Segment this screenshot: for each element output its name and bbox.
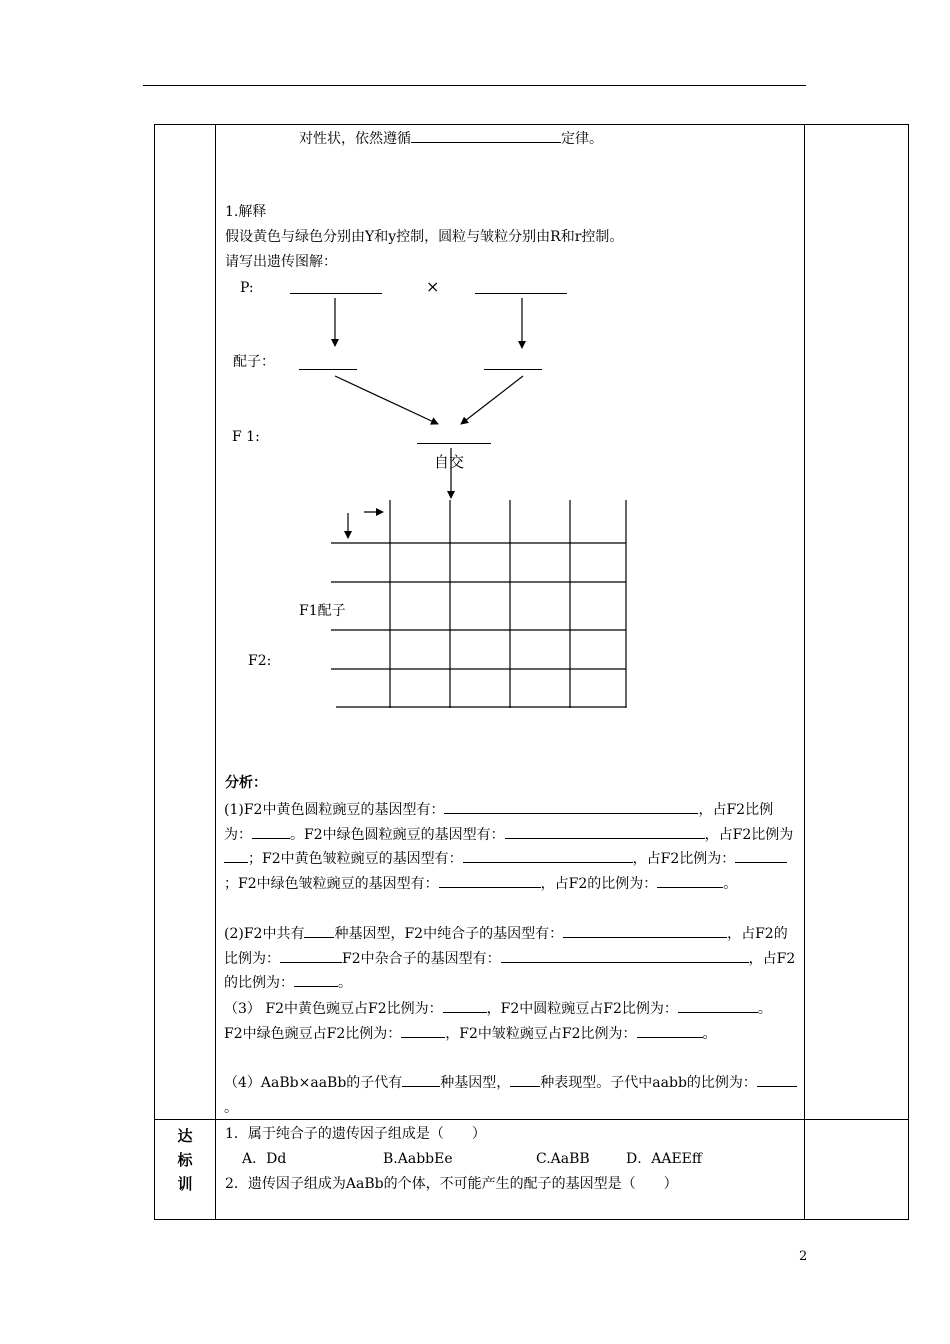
analysis-heading: 分析： xyxy=(225,775,267,791)
explain-assumption: 假设黄色与绿色分别由Y和y控制，圆粒与皱粒分别由R和r控制。 xyxy=(225,229,624,245)
training-q1-option-d[interactable]: D．AAEEff xyxy=(626,1151,702,1167)
f1-gamete-label: F1配子 xyxy=(299,603,346,619)
f1-label: F 1: xyxy=(232,429,260,445)
f2-label: F2: xyxy=(248,653,272,669)
analysis-q3: （3） F2中黄色豌豆占F2比例为： ，F2中圆粒豌豆占F2比例为： 。 F2中绿色豌豆占F2比例为： ，F2中皱粒豌豆占F2比例为： 。 xyxy=(224,997,798,1046)
arrow-gamete1-to-f1 xyxy=(335,376,438,424)
arrow-gamete2-to-f1 xyxy=(461,376,523,424)
p-label: P: xyxy=(240,280,254,296)
training-q2: 2．遗传因子组成为AaBb的个体，不可能产生的配子的基因型是（ ） xyxy=(225,1176,678,1192)
training-label: 达 标 训 xyxy=(177,1127,193,1193)
analysis-q4: （4）AaBb×aaBb的子代有 种基因型， 种表现型。子代中aabb的比例为：。 xyxy=(224,1071,798,1120)
analysis-q1: (1)F2中黄色圆粒豌豆的基因型有： ，占F2比例为： 。F2中绿色圆粒豌豆的基因型有： ，占F2比例为；F2中黄色皱粒豌豆的基因型有： ，占F2比例为：；F2中绿色皱粒豌豆的基因型有： ，占F2的比例为： 。 xyxy=(224,798,798,896)
analysis-q2: (2)F2中共有 种基因型，F2中纯合子的基因型有： ，占F2的比例为： F2中杂合子的基因型有： ，占F2的比例为： 。 xyxy=(224,922,798,996)
intro-line: 对性状，依然遵循 定律。 xyxy=(299,128,603,149)
gamete-label: 配子： xyxy=(233,354,275,370)
training-q1-option-a[interactable]: A．Dd xyxy=(242,1151,287,1167)
explain-prompt: 请写出遗传图解： xyxy=(225,254,337,270)
punnett-grid xyxy=(331,500,626,708)
explain-heading: 1.解释 xyxy=(225,204,267,220)
training-q1-option-c[interactable]: C.AaBB xyxy=(536,1151,590,1167)
selfing-label: 自交 xyxy=(434,453,465,471)
page-number: 2 xyxy=(799,1249,808,1264)
training-q1: 1．属于纯合子的遗传因子组成是（ ） xyxy=(225,1126,486,1142)
cross-symbol: × xyxy=(426,277,440,296)
training-q1-option-b[interactable]: B.AabbEe xyxy=(383,1151,453,1167)
